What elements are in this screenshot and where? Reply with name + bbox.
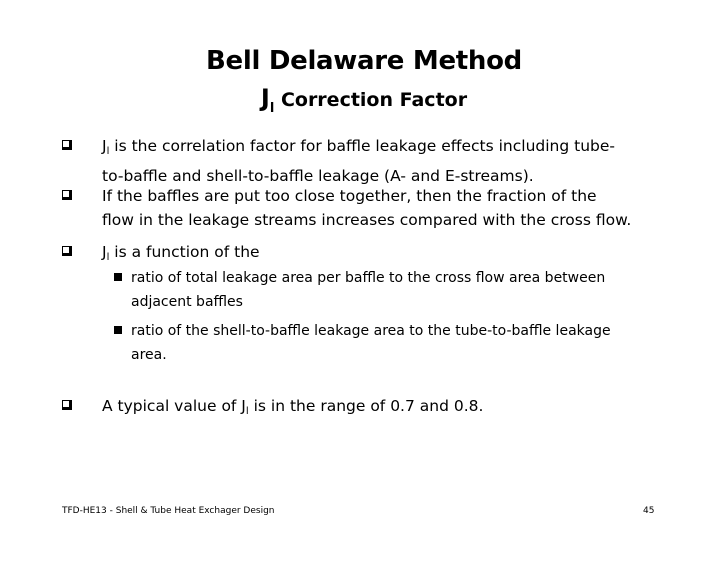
subtitle-symbol: J	[260, 84, 270, 112]
subtitle-text: Correction Factor	[274, 89, 468, 111]
filled-square-bullet-icon	[114, 273, 122, 281]
square-bullet-icon	[62, 246, 72, 256]
square-bullet-icon	[62, 140, 72, 150]
square-bullet-icon	[62, 190, 72, 200]
square-bullet-icon	[62, 400, 72, 410]
bullet-text: If the baffles are put too close together, then the fraction of the flow in the leakage streams increases compared with the cross flow.	[102, 187, 632, 229]
subtitle-subscript: l	[269, 101, 275, 116]
sub-bullet-text: ratio of the shell-to-baffle leakage area to the tube-to-baffle leakage area.	[131, 323, 611, 363]
sub-bullet-text: ratio of total leakage area per baffle to the cross flow area between adjacent baffles	[131, 270, 606, 310]
bullet-text: Jl is a function of the	[102, 243, 260, 263]
filled-square-bullet-icon	[114, 326, 122, 334]
slide-subtitle	[0, 84, 728, 116]
slide-title: Bell Delaware Method	[206, 46, 522, 76]
page-number: 45	[643, 506, 655, 516]
bullet-text: Jl is the correlation factor for baffle leakage effects including tube- to-baffle and shell-to-baffle leakage (A- and E-streams).	[102, 137, 616, 185]
bullet-text: A typical value of Jl is in the range of 0.7 and 0.8.	[102, 397, 484, 417]
footer-course-label: TFD-HE13 - Shell & Tube Heat Exchager Design	[62, 506, 275, 516]
